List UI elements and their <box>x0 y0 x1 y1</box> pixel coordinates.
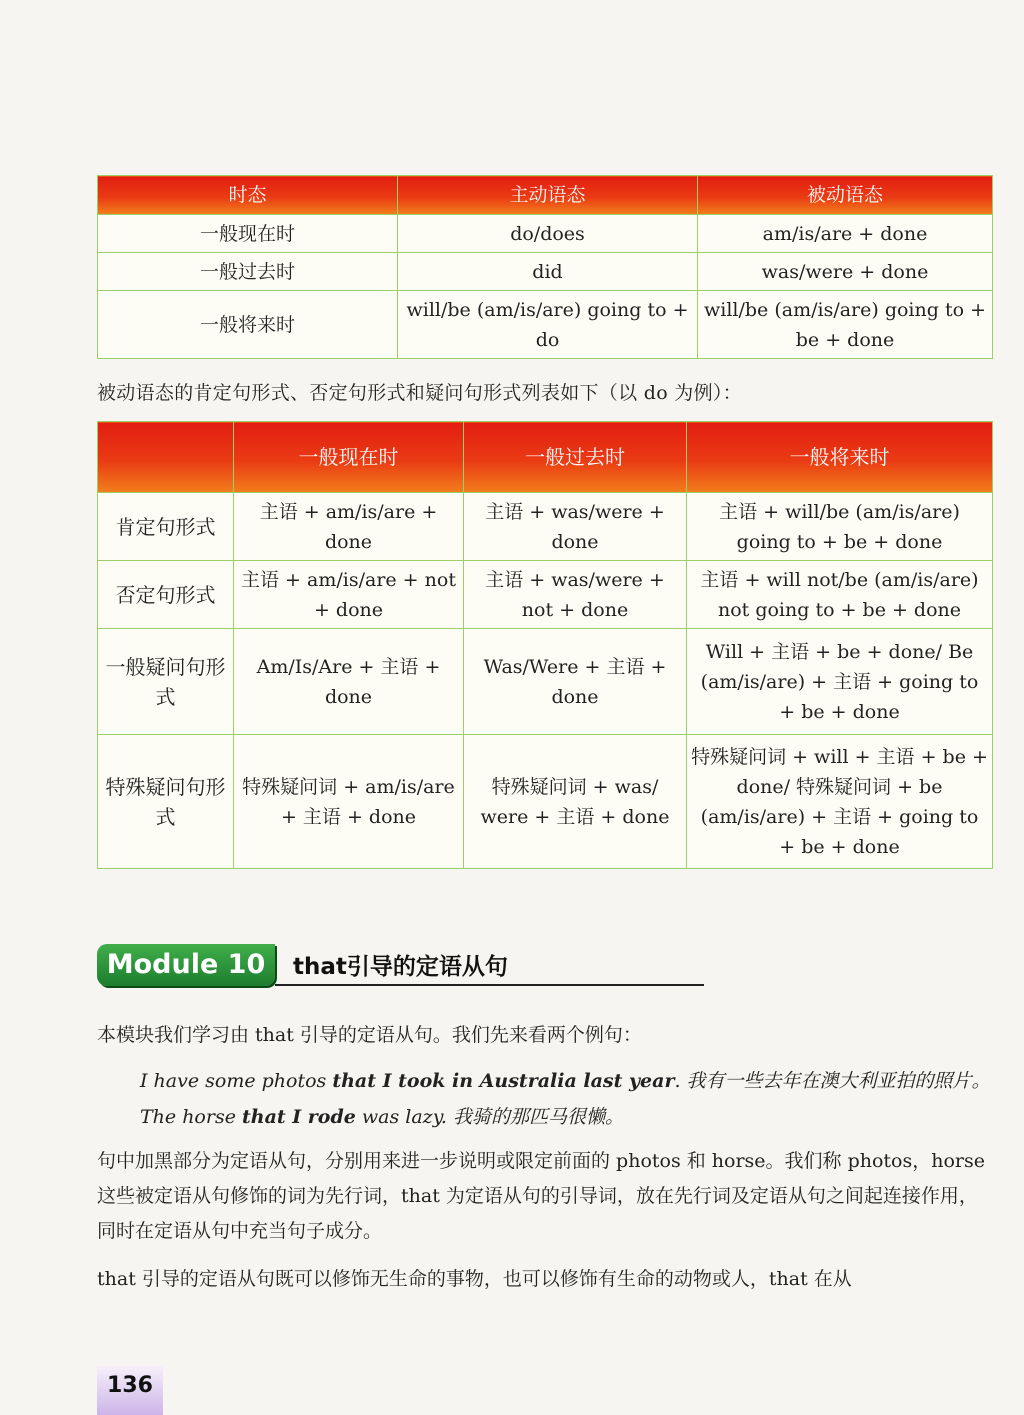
explanation-paragraph: 句中加黑部分为定语从句，分别用来进一步说明或限定前面的 photos 和 horse。我们称 photos，horse 这些被定语从句修饰的词为先行词，that 为定语从句的引导词，放在先行词及定语从句之间起连接作用，同时在定语从句中充当句子成分。 <box>97 1150 985 1242</box>
intro-paragraph: 本模块我们学习由 that 引导的定语从句。我们先来看两个例句： <box>97 1024 642 1046</box>
example-text: I have some photos <box>140 1070 333 1092</box>
header-future: 一般将来时 <box>687 422 993 493</box>
row-label: 否定句形式 <box>98 561 234 629</box>
table-cell: 主语 + was/were + not + done <box>464 561 687 629</box>
passive-forms-table <box>97 421 993 869</box>
example-clause: that I took in Australia last year <box>332 1070 675 1092</box>
tense-voice-table <box>97 175 993 359</box>
header-present: 一般现在时 <box>234 422 464 493</box>
heading-underline <box>275 984 704 986</box>
example-text: The horse <box>140 1106 242 1128</box>
module-title: that引导的定语从句 <box>293 954 508 980</box>
table-cell: 特殊疑问词 + will + 主语 + be + done/ 特殊疑问词 + be (am/is/are) + 主语 + going to + be + done <box>687 735 993 869</box>
table-cell: 主语 + will/be (am/is/are) going to + be + done <box>687 493 993 561</box>
table-cell: do/does <box>398 215 698 253</box>
example-clause: that I rode <box>242 1106 356 1128</box>
module-heading <box>97 942 704 988</box>
table-cell: 一般现在时 <box>98 215 398 253</box>
table-row <box>98 215 993 253</box>
table-cell: will/be (am/is/are) going to + do <box>398 291 698 359</box>
table-header-row <box>98 176 993 215</box>
table-row <box>98 735 993 869</box>
page-number: 136 <box>97 1366 163 1415</box>
table-caption: 被动语态的肯定句形式、否定句形式和疑问句形式列表如下（以 do 为例）： <box>97 382 742 404</box>
example-sentence <box>140 1102 624 1129</box>
table-cell: 主语 + am/is/are + done <box>234 493 464 561</box>
table-row <box>98 291 993 359</box>
body-paragraph: that 引导的定语从句既可以修饰无生命的事物，也可以修饰有生命的动物或人，that 在从 <box>97 1268 852 1290</box>
table-header-row <box>98 422 993 493</box>
row-label: 特殊疑问句形式 <box>98 735 234 869</box>
header-past: 一般过去时 <box>464 422 687 493</box>
table-cell: Was/Were + 主语 + done <box>464 629 687 735</box>
table-row <box>98 629 993 735</box>
module-badge: Module 10 <box>97 944 275 986</box>
example-sentence <box>140 1066 991 1093</box>
table-cell: Will + 主语 + be + done/ Be (am/is/are) + 主语 + going to + be + done <box>687 629 993 735</box>
table-row <box>98 253 993 291</box>
table-cell: will/be (am/is/are) going to + be + done <box>698 291 993 359</box>
table-cell: 主语 + will not/be (am/is/are) not going to + be + done <box>687 561 993 629</box>
header-tense: 时态 <box>98 176 398 215</box>
table-row <box>98 493 993 561</box>
example-text: . 我有一些去年在澳大利亚拍的照片。 <box>674 1070 991 1092</box>
row-label: 肯定句形式 <box>98 493 234 561</box>
header-passive-voice: 被动语态 <box>698 176 993 215</box>
table-cell: 一般将来时 <box>98 291 398 359</box>
header-active-voice: 主动语态 <box>398 176 698 215</box>
table-cell: was/were + done <box>698 253 993 291</box>
header-empty <box>98 422 234 493</box>
table-cell: am/is/are + done <box>698 215 993 253</box>
table-cell: 主语 + am/is/are + not + done <box>234 561 464 629</box>
table-cell: 特殊疑问词 + am/is/are + 主语 + done <box>234 735 464 869</box>
table-cell: 一般过去时 <box>98 253 398 291</box>
example-text: was lazy. 我骑的那匹马很懒。 <box>355 1106 624 1128</box>
table-cell: 主语 + was/were + done <box>464 493 687 561</box>
table-row <box>98 561 993 629</box>
row-label: 一般疑问句形式 <box>98 629 234 735</box>
table-cell: Am/Is/Are + 主语 + done <box>234 629 464 735</box>
table-cell: did <box>398 253 698 291</box>
table-cell: 特殊疑问词 + was/ were + 主语 + done <box>464 735 687 869</box>
